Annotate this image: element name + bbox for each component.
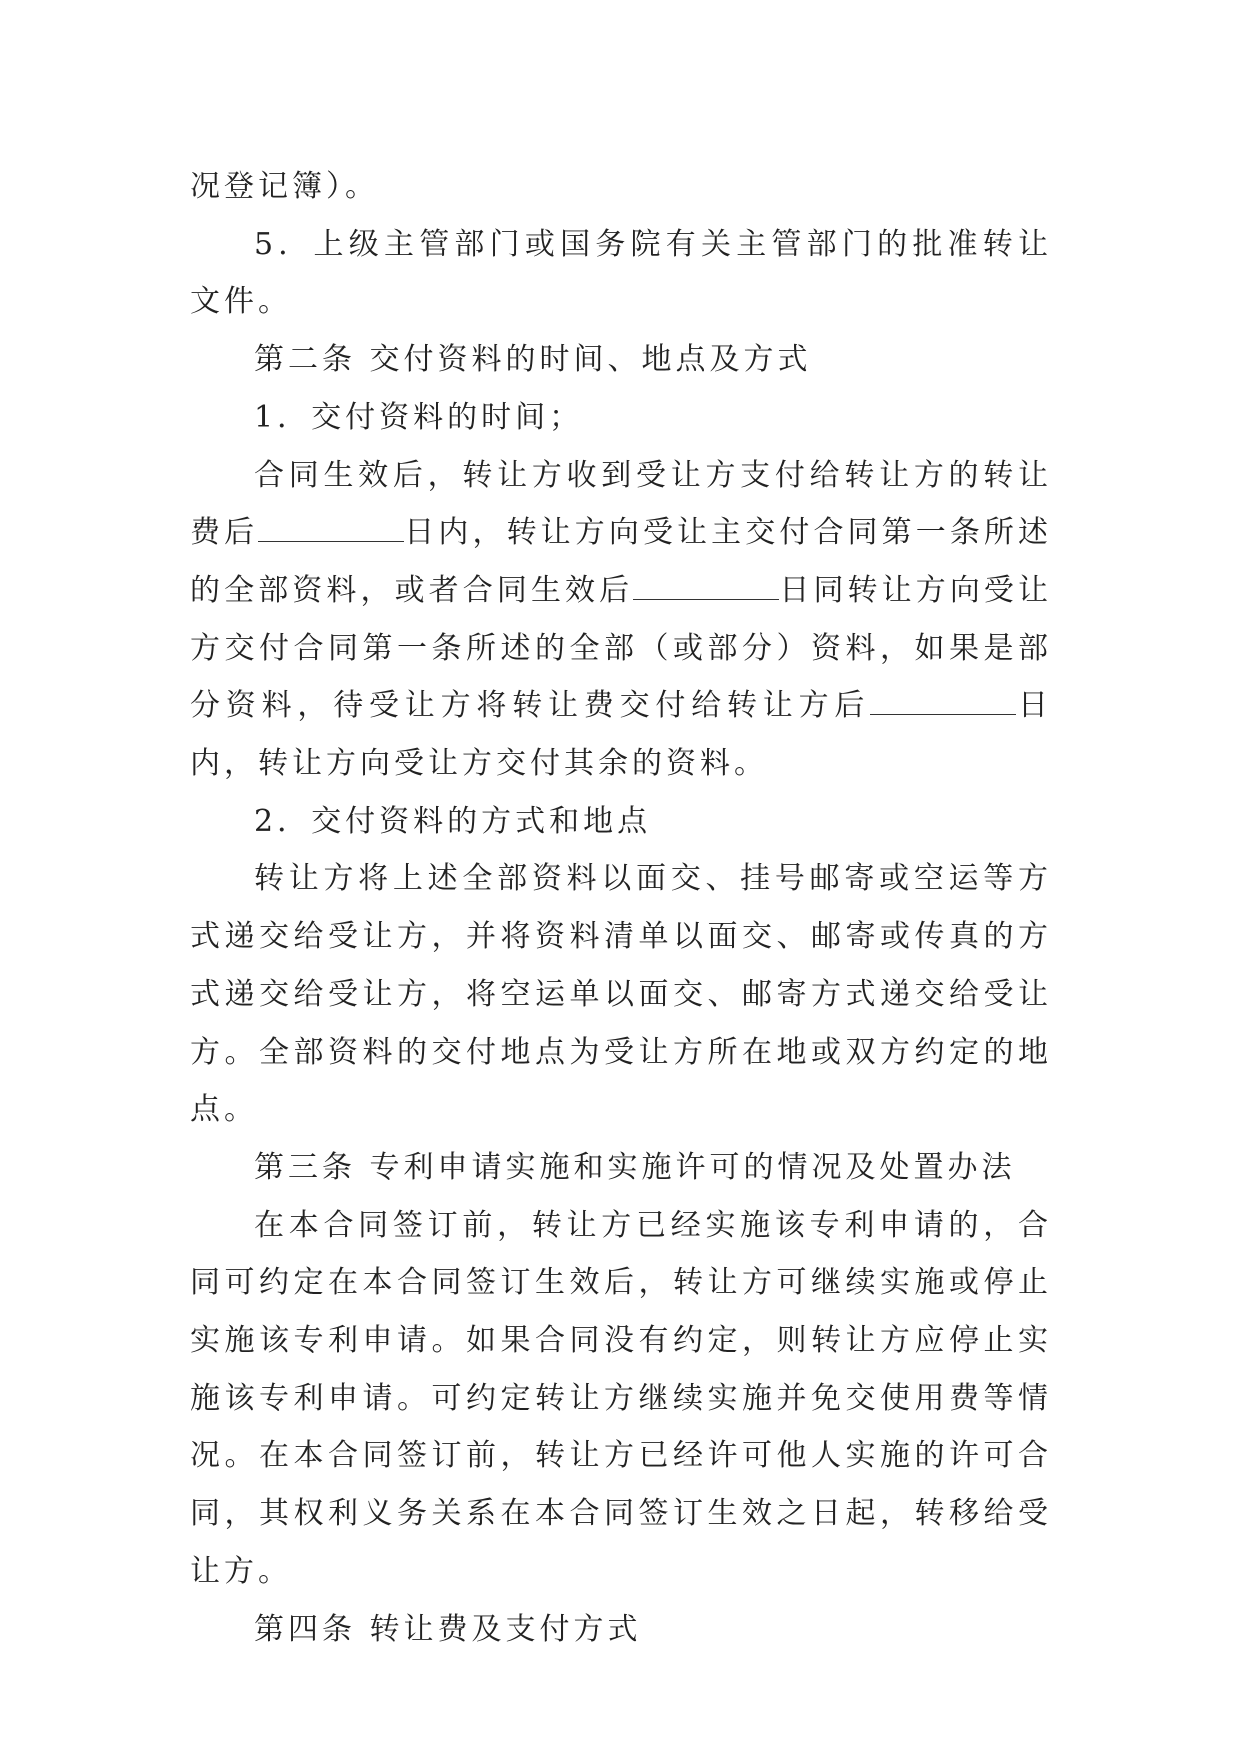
text-segment: 日内，转让方向受让主交付合同第一条所述的全部资料，或者合同生效后	[190, 515, 1053, 608]
text-segment: 日内，转让方向受让方交付其余的资料。	[190, 688, 1053, 782]
text-segment: 合同生效后，转让方收到受让方支付给转让方的转让费后	[190, 457, 1052, 551]
clause-delivery-method-heading: 2．交付资料的方式和地点	[254, 803, 652, 839]
paragraph-approval-document: 5．上级主管部门或国务院有关主管部门的批准转让文件。	[190, 226, 1052, 320]
article-four-heading: 第四条 转让费及支付方式	[254, 1611, 642, 1647]
article-three-heading: 第三条 专利申请实施和实施许可的情况及处置办法	[254, 1149, 1016, 1185]
fill-in-blank[interactable]	[633, 573, 779, 600]
text-segment: 日同转让方向受让方交付合同第一条所述的全部（或部分）资料，如果是部分资料，待受让方将转让费交付给转让方后	[190, 572, 1053, 724]
clause-delivery-time-heading: 1．交付资料的时间；	[254, 399, 584, 435]
document-body	[190, 158, 1052, 1658]
article-two-heading: 第二条 交付资料的时间、地点及方式	[254, 342, 812, 378]
paragraph-implementation-license: 在本合同签订前，转让方已经实施该专利申请的，合同可约定在本合同签订生效后，转让方可继续实施或停止实施该专利申请。如果合同没有约定，则转让方应停止实施该专利申请。可约定转让方继续实施并免交使用费等情况。在本合同签订前，转让方已经许可他人实施的许可合同，其权利义务关系在本合同签订生效之日起，转移给受让方。	[190, 1207, 1052, 1589]
fill-in-blank[interactable]	[258, 515, 404, 542]
paragraph-registry-continuation: 况登记簿）。	[190, 169, 379, 204]
paragraph-delivery-time	[190, 447, 1052, 793]
fill-in-blank[interactable]	[870, 688, 1016, 715]
paragraph-delivery-method: 转让方将上述全部资料以面交、挂号邮寄或空运等方式递交给受让方，并将资料清单以面交、邮寄或传真的方式递交给受让方，将空运单以面交、邮寄方式递交给受让方。全部资料的交付地点为受让方所在地或双方约定的地点。	[190, 861, 1052, 1128]
